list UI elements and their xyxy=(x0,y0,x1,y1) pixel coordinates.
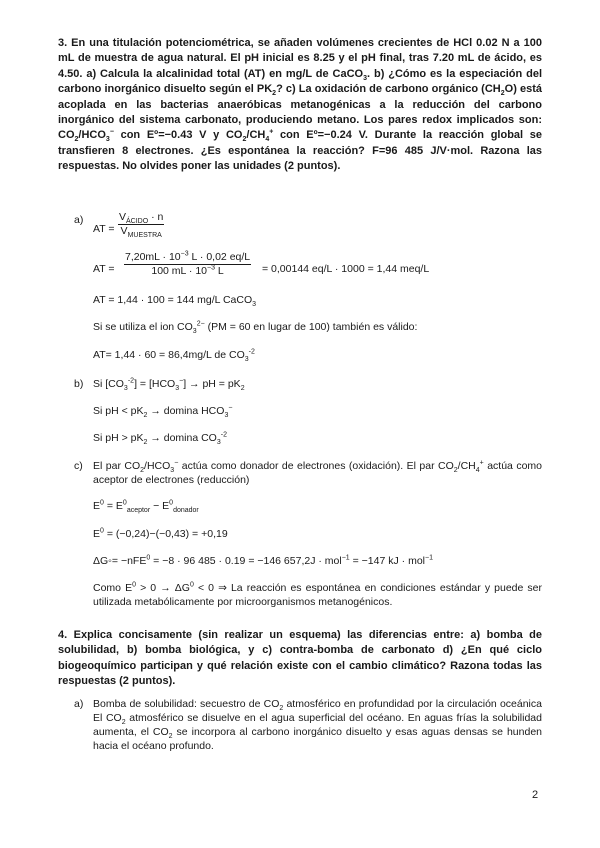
answer-c-label: c) xyxy=(74,460,83,472)
page-number: 2 xyxy=(532,789,539,801)
formula-2-left: AT = xyxy=(93,263,115,275)
answer-b-line-1: Si $[CO_3^{-2}] = [HCO_3^-]$ → pH = $pK_2$ xyxy=(93,377,245,393)
answer-b-line-2: Si pH < $pK_2 \to domina$ $HCO_3^-$ xyxy=(93,404,233,420)
formula-2-numerator: $7,20mL \cdot 10^{-3}$ L · 0,02 eq/L xyxy=(125,250,251,263)
answer-c-line-4: ΔG◦= −nFE$^0$ = −8 · 96 485 · 0.19 = −146 657,2J · mol$^{-1}$ = −147 kJ · mol$^{-1}$ xyxy=(93,554,433,567)
answer-b-line-3: Si pH > $pK_2 \to domina$ $CO_3^{-2}$ xyxy=(93,431,227,447)
answer-a-label: a) xyxy=(74,214,84,226)
formula-1-numerator: $V_{ÁCIDO} \cdot n$ xyxy=(119,211,164,226)
answer-c-paragraph-1: El par $CO_2/HCO_3^-$ actúa como donador de electrones (oxidación). El par $CO_2/CH_4^+$ actúa como aceptor de electrones (reducción) xyxy=(93,459,542,486)
answer-a-line-3: AT = 1,44 · 100 = 144 mg/L CaCO$_3$ xyxy=(93,294,257,309)
answer-b-label: b) xyxy=(74,378,84,390)
answer-4a-paragraph: Bomba de solubilidad: secuestro de $CO_2$ atmosférico en profundidad por la circulación oceánica El $CO_2$ atmosférico se disuelve en el agua superficial del océano. En aguas frías la solubilidad aumenta, el $CO_2$ se incorpora al carbono inorgánico disuelto y esas aguas densas se hunden hacia el océano profundo. xyxy=(93,698,542,752)
answer-c-line-2: $E^0 = E^0_{aceptor} - E^0_{donador}$ xyxy=(93,499,199,515)
answer-4a-label: a) xyxy=(74,698,84,710)
answer-c-line-3: $E^0 = (-0,24)-(-0,43) = +0,19$ xyxy=(93,527,228,540)
question-4: 4. Explica concisamente (sin realizar un esquema) las diferencias entre: a) bomba de solubilidad, b) bomba biológica, y c) contra-bomba de carbonato d) ¿En qué ciclo biogeoquímico participan y qué relación existe con el cambio climático? Razona todas las respuestas (2 puntos). xyxy=(58,629,542,688)
formula-2-result: = 0,00144 eq/L · 1000 = 1,44 meq/L xyxy=(262,263,430,275)
formula-2-fraction xyxy=(124,251,251,278)
answer-c-paragraph-5: Como $E^0 > 0 \to \Delta G^0 < 0$ ⇒ La reacción es espontánea en condiciones estándar y puede ser utilizada metabólicamente por microorganismos metanogénicos. xyxy=(93,581,543,608)
formula-1-denominator: $V_{MUESTRA}$ xyxy=(118,224,164,238)
formula-1-left: AT = xyxy=(93,223,115,235)
answer-a-line-4: Si se utiliza el ion $CO_3^{2-}$ (PM = 60 en lugar de 100) también es válido: xyxy=(93,320,418,336)
answer-a-line-5: AT= 1,44 · 60 = 86,4mg/L de $CO_3^{-2}$ xyxy=(93,348,255,364)
question-3: 3. En una titulación potenciométrica, se añaden volúmenes crecientes de HCl 0.02 N a 100 mL de muestra de agua natural. El pH inicial es 8.25 y el pH final, tras 7.20 mL de ácido, es 4.50. a) Calcula la alcalinidad total (AT) en mg/L de CaCO$_3$. b) ¿Cómo es la especiación del carbono inorgánico disuelto según el $PK_2$? c) La oxidación de carbono orgánico $(CH_2O)$ está acoplada en las bacterias anaeróbicas metanogénicas a la reducción del carbono inorgánico del sistema carbonato, produciendo metano. Los pares redox implicados son: $CO_2/HCO_3^-$ con Eº=−0.43 V y $CO_2/CH_4^+$ con Eº=−0.24 V. Durante la reacción global se transfieren 8 electrones. ¿Es espontánea la reacción? F=96 485 J/V·mol. Razona las respuestas. No olvides poner las unidades (2 puntos). xyxy=(58,37,543,173)
formula-1-fraction xyxy=(118,211,164,238)
formula-2-denominator: 100 mL · $10^{-3}$ L xyxy=(124,264,251,278)
